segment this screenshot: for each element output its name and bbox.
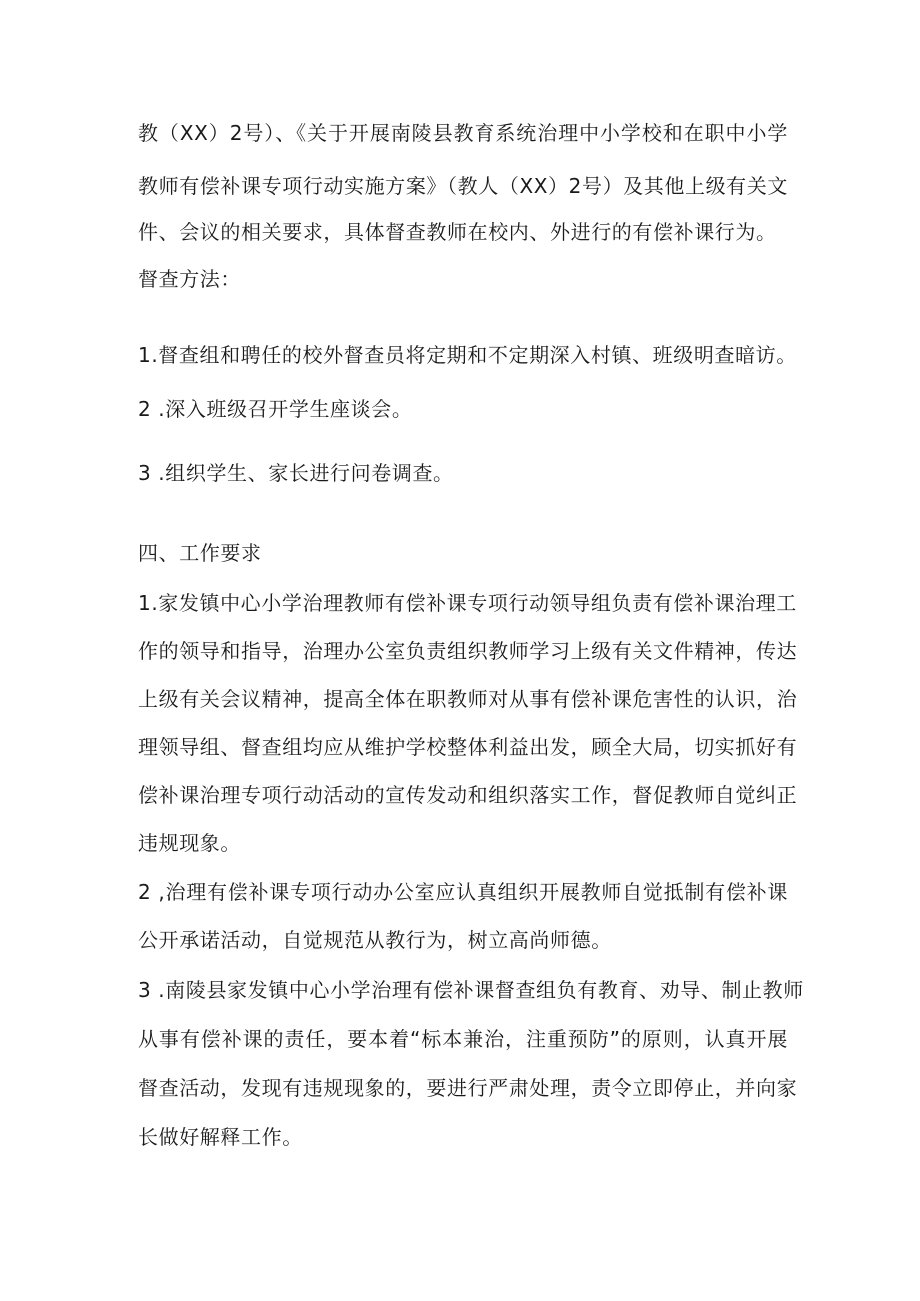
req3-line-4: 长做好解释工作。 — [138, 1125, 303, 1149]
req1-line-2: 作的领导和指导，治理办公室负责组织教师学习上级有关文件精神，传达 — [138, 639, 798, 663]
req3-line-2: 从事有偿补课的责任，要本着“标本兼治，注重预防”的原则，认真开展 — [138, 1027, 788, 1051]
req1-line-1: 1.家发镇中心小学治理教师有偿补课专项行动领导组负责有偿补课治理工 — [138, 591, 797, 615]
req2-line-2: 公开承诺活动，自觉规范从教行为，树立高尚师德。 — [138, 928, 612, 952]
req1-line-5: 偿补课治理专项行动活动的宣传发动和组织落实工作，督促教师自觉纠正 — [138, 783, 798, 807]
req1-line-3: 上级有关会议精神，提高全体在职教师对从事有偿补课危害性的认识，治 — [138, 687, 798, 711]
req2-line-1: 2 ,治理有偿补课专项行动办公室应认真组织开展教师自觉抵制有偿补课 — [138, 880, 788, 904]
req1-line-4: 理领导组、督查组均应从维护学校整体利益出发，顾全大局，切实抓好有 — [138, 735, 798, 759]
methods-heading: 督查方法： — [138, 267, 241, 291]
intro-line-3: 件、会议的相关要求，具体督查教师在校内、外进行的有偿补课行为。 — [138, 220, 777, 244]
intro-line-1: 教（XX）2号）、《关于开展南陵县教育系统治理中小学校和在职中小学 — [138, 121, 788, 145]
method-item-1: 1.督查组和聘任的校外督查员将定期和不定期深入村镇、班级明查暗访。 — [138, 343, 797, 367]
intro-line-2: 教师有偿补课专项行动实施方案》（教人（XX）2号）及其他上级有关文 — [138, 174, 788, 198]
method-item-3: 3 .组织学生、家长进行问卷调查。 — [138, 461, 454, 485]
req3-line-1: 3 .南陵县家发镇中心小学治理有偿补课督查组负有教育、劝导、制止教师 — [138, 978, 804, 1002]
req3-line-3: 督查活动，发现有违规现象的，要进行严肃处理，责令立即停止，并向家 — [138, 1076, 798, 1100]
method-item-2: 2 .深入班级召开学生座谈会。 — [138, 397, 413, 421]
req1-line-6: 违规现象。 — [138, 831, 241, 855]
section-heading: 四、工作要求 — [138, 541, 262, 565]
